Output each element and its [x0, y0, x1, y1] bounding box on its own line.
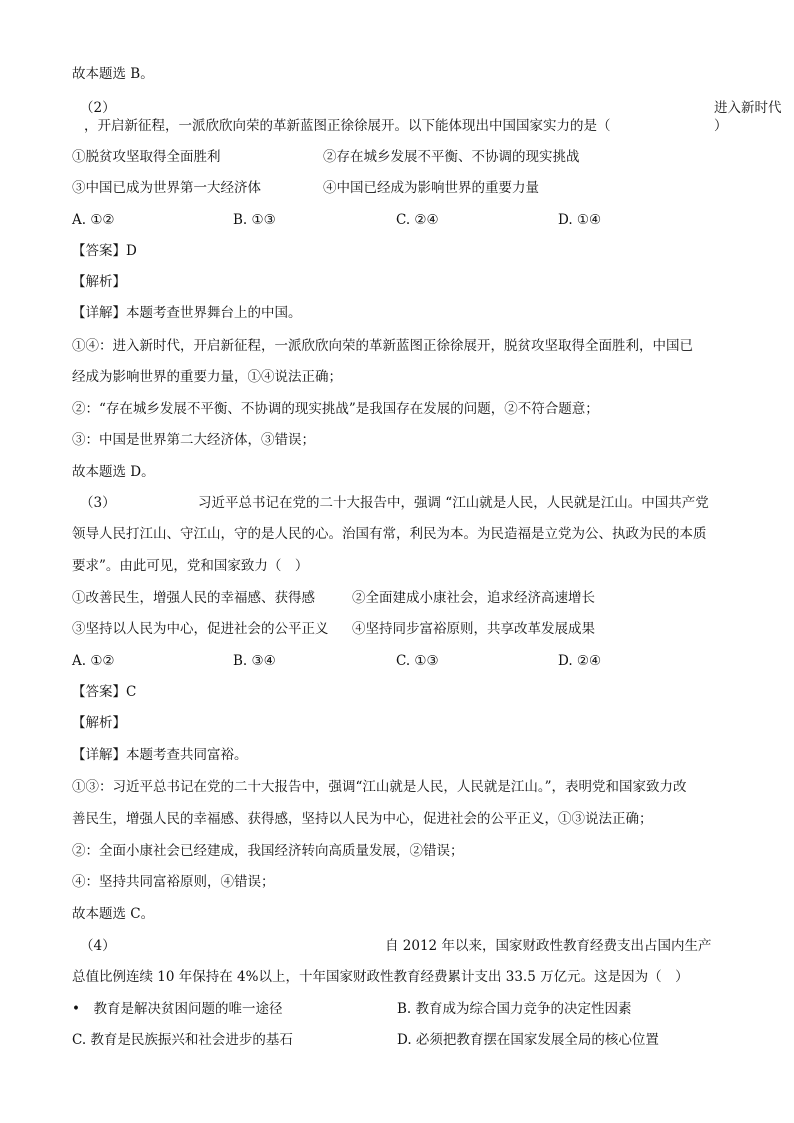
explanation-line: ②：“存在城乡发展不平衡、不协调的现实挑战”是我国存在发展的问题，②不符合题意；	[72, 401, 599, 417]
explanation-line: ①③：习近平总书记在党的二十大报告中，强调“江山就是人民，人民就是江山。”，表明党和国家致力改	[72, 779, 687, 795]
explanation-line: ①④：进入新时代，开启新征程，一派欣欣向荣的革新蓝图正徐徐展开，脱贫攻坚取得全面胜利，中国已	[72, 338, 693, 354]
choice-b: B. ③④	[233, 653, 276, 669]
conclusion-line: 故本题选 B。	[72, 66, 154, 82]
conclusion-line: 故本题选 D。	[72, 464, 155, 480]
choice-a: A. ①②	[72, 212, 115, 228]
choice-a: A. ①②	[72, 653, 115, 669]
choice-c: C. ①③	[396, 653, 439, 669]
option-statement: ②存在城乡发展不平衡、不协调的现实挑战	[323, 149, 580, 165]
question-number: （4）	[80, 938, 116, 954]
choice-d: D. 必须把教育摆在国家发展全局的核心位置	[397, 1032, 659, 1048]
explanation-line: ④：坚持共同富裕原则，④错误；	[72, 874, 275, 890]
option-statement: ③中国已成为世界第一大经济体	[72, 180, 261, 196]
question-number: （3）	[80, 495, 116, 511]
detail-heading: 【详解】本题考查共同富裕。	[72, 747, 248, 763]
option-statement: ②全面建成小康社会，追求经济高速增长	[352, 590, 595, 606]
question-stem: 习近平总书记在党的二十大报告中，强调 “江山就是人民，人民就是江山。中国共产党	[198, 495, 709, 511]
explanation-line: ③：中国是世界第二大经济体，③错误；	[72, 432, 315, 448]
choice-a: • 教育是解决贫困问题的唯一途径	[72, 1001, 283, 1017]
answer-paren: ）	[714, 118, 728, 134]
detail-heading: 【详解】本题考查世界舞台上的中国。	[72, 305, 302, 321]
option-statement: ④坚持同步富裕原则，共享改革发展成果	[352, 621, 595, 637]
choice-c: C. 教育是民族振兴和社会进步的基石	[72, 1032, 293, 1048]
choice-d: D. ①④	[558, 212, 602, 228]
question-stem: 自 2012 年以来，国家财政性教育经费支出占国内生产	[385, 938, 712, 954]
question-number: （2）	[80, 100, 116, 116]
question-text-fragment: 进入新时代	[714, 100, 782, 116]
answer-line: 【答案】D	[72, 243, 137, 259]
option-statement: ③坚持以人民为中心，促进社会的公平正义	[72, 621, 329, 637]
choice-b: B. 教育成为综合国力竞争的决定性因素	[397, 1001, 632, 1017]
explanation-line: 经成为影响世界的重要力量，①④说法正确；	[72, 369, 342, 385]
option-statement: ①改善民生，增强人民的幸福感、获得感	[72, 590, 315, 606]
explanation-line: 善民生，增强人民的幸福感、获得感，坚持以人民为中心，促进社会的公平正义，①③说法正确；	[72, 811, 653, 827]
option-statement: ④中国已经成为影响世界的重要力量	[323, 180, 539, 196]
analysis-heading: 【解析】	[72, 274, 126, 290]
explanation-line: ②：全面小康社会已经建成，我国经济转向高质量发展，②错误；	[72, 843, 464, 859]
choice-b: B. ①③	[233, 212, 276, 228]
question-stem: 要求”。由此可见，党和国家致力（ ）	[72, 558, 309, 574]
question-stem: 总值比例连续 10 年保持在 4%以上，十年国家财政性教育经费累计支出 33.5 万亿元。这是因为（ ）	[72, 969, 689, 985]
conclusion-line: 故本题选 C。	[72, 906, 155, 922]
question-stem: ，开启新征程，一派欣欣向荣的革新蓝图正徐徐展开。以下能体现出中国国家实力的是（	[84, 118, 611, 134]
choice-d: D. ②④	[558, 653, 602, 669]
choice-c: C. ②④	[396, 212, 439, 228]
analysis-heading: 【解析】	[72, 715, 126, 731]
question-stem: 领导人民打江山、守江山，守的是人民的心。治国有常，利民为本。为民造福是立党为公、执政为民的本质	[72, 526, 707, 542]
answer-line: 【答案】C	[72, 684, 137, 700]
option-statement: ①脱贫攻坚取得全面胜利	[72, 149, 221, 165]
